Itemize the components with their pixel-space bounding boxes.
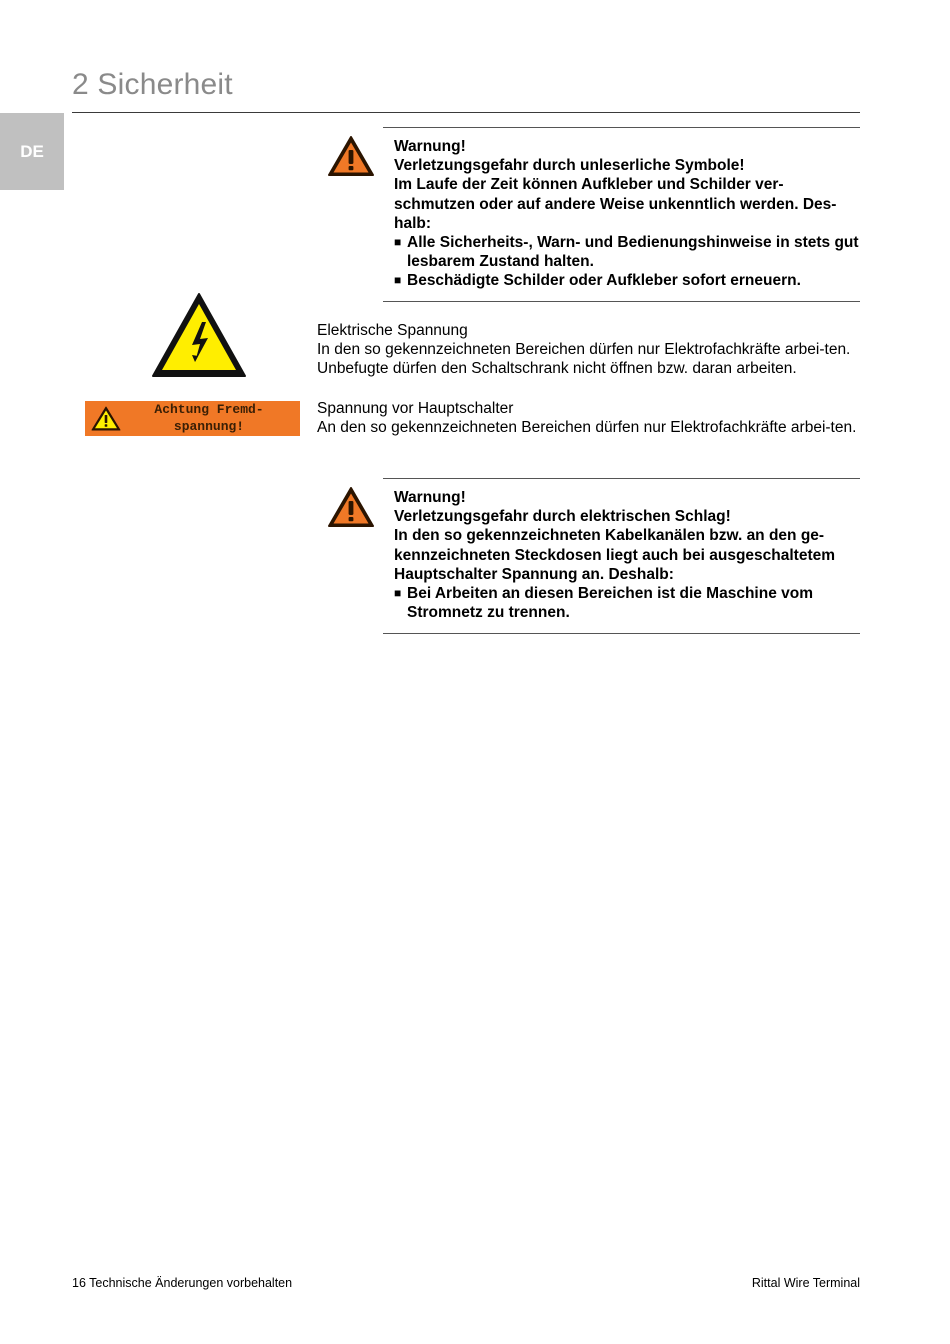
bullet-square-icon: ■	[394, 235, 402, 250]
list-item: ■ Beschädigte Schilder oder Aufkleber sofort erneuern.	[394, 272, 801, 290]
footer-product-name: Rittal Wire Terminal	[751, 1276, 860, 1290]
bullet-square-icon: ■	[394, 273, 402, 288]
footer-page-info: 16 Technische Änderungen vorbehalten	[72, 1276, 293, 1290]
section-electrical-voltage	[317, 321, 862, 379]
warning-1-content	[394, 137, 860, 291]
list-item: ■ Bei Arbeiten an diesen Bereichen ist die Maschine vom Stromnetz zu trennen.	[394, 585, 813, 622]
external-voltage-label: Achtung Fremd- spannung!	[154, 402, 264, 434]
section-body: An den so gekennzeichneten Bereichen dürfen nur Elektrofachkräfte arbei-ten.	[317, 419, 857, 437]
warning-title: Warnung!	[394, 138, 466, 155]
section-title: Spannung vor Hauptschalter	[317, 400, 514, 417]
warning-2-content	[394, 488, 860, 622]
language-tab[interactable]: DE	[0, 113, 64, 190]
warning-triangle-icon	[327, 486, 375, 528]
title-divider	[72, 112, 860, 113]
high-voltage-icon	[151, 292, 247, 378]
section-main-switch-voltage	[317, 399, 862, 437]
section-body: In den so gekennzeichneten Bereichen dürfen nur Elektrofachkräfte arbei-ten. Unbefugte dürfen den Schaltschrank nicht öffnen bzw. daran arbeiten.	[317, 341, 851, 378]
warning-body: In den so gekennzeichneten Kabelkanälen bzw. an den ge-kennzeichneten Steckdosen liegt auch bei ausgeschaltetem Hauptschalter Spannung an. Deshalb:	[394, 527, 836, 583]
warning-title: Warnung!	[394, 489, 466, 506]
chapter-title: 2 Sicherheit	[72, 68, 233, 101]
bullet-square-icon: ■	[394, 586, 402, 601]
section-title: Elektrische Spannung	[317, 322, 468, 339]
warning-body: Im Laufe der Zeit können Aufkleber und Schilder ver-schmutzen oder auf andere Weise unkenntlich werden. Des-halb:	[394, 176, 837, 232]
warning-triangle-icon	[91, 406, 121, 431]
warning-subtitle: Verletzungsgefahr durch elektrischen Schlag!	[394, 508, 731, 526]
external-voltage-sign	[85, 401, 300, 436]
warning-triangle-icon	[327, 135, 375, 177]
list-item: ■ Alle Sicherheits-, Warn- und Bedienungshinweise in stets gut lesbarem Zustand halten.	[394, 234, 859, 271]
warning-subtitle: Verletzungsgefahr durch unleserliche Symbole!	[394, 157, 745, 175]
